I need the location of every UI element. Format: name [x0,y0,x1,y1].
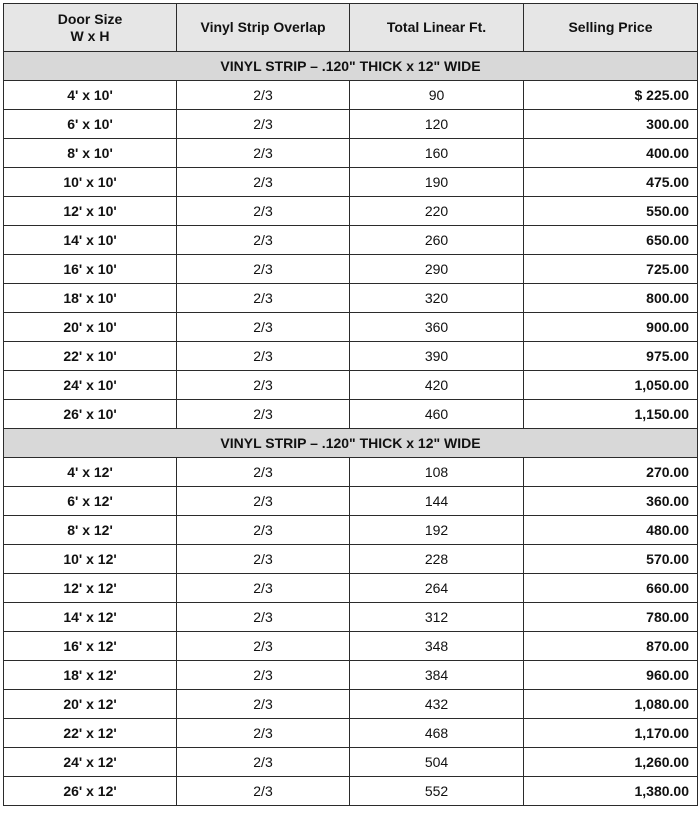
linear-ft-cell: 504 [350,748,524,777]
overlap-cell: 2/3 [177,632,350,661]
door-size-cell: 16' x 12' [4,632,177,661]
door-size-cell: 10' x 12' [4,545,177,574]
overlap-cell: 2/3 [177,516,350,545]
selling-price-cell: 650.00 [524,226,698,255]
table-row [4,603,698,632]
linear-ft-cell: 360 [350,313,524,342]
selling-price-cell: 660.00 [524,574,698,603]
table-row [4,226,698,255]
linear-ft-cell: 144 [350,487,524,516]
section-header-row [4,52,698,81]
door-size-cell: 16' x 10' [4,255,177,284]
door-size-cell: 26' x 12' [4,777,177,806]
overlap-cell: 2/3 [177,748,350,777]
door-size-cell: 18' x 12' [4,661,177,690]
overlap-cell: 2/3 [177,255,350,284]
selling-price-cell: 725.00 [524,255,698,284]
header-door-size-line2: W x H [70,27,110,44]
overlap-cell: 2/3 [177,139,350,168]
overlap-cell: 2/3 [177,110,350,139]
door-size-cell: 14' x 10' [4,226,177,255]
linear-ft-cell: 460 [350,400,524,429]
selling-price-cell: 1,380.00 [524,777,698,806]
door-size-cell: 20' x 12' [4,690,177,719]
selling-price-cell: 270.00 [524,458,698,487]
linear-ft-cell: 312 [350,603,524,632]
table-row [4,748,698,777]
selling-price-cell: 570.00 [524,545,698,574]
table-row [4,545,698,574]
table-row [4,487,698,516]
table-row [4,777,698,806]
door-size-cell: 24' x 10' [4,371,177,400]
overlap-cell: 2/3 [177,545,350,574]
overlap-cell: 2/3 [177,197,350,226]
table-row [4,342,698,371]
overlap-cell: 2/3 [177,342,350,371]
overlap-cell: 2/3 [177,487,350,516]
selling-price-cell: 780.00 [524,603,698,632]
linear-ft-cell: 290 [350,255,524,284]
overlap-cell: 2/3 [177,168,350,197]
overlap-cell: 2/3 [177,313,350,342]
overlap-cell: 2/3 [177,603,350,632]
header-door-size-line1: Door Size [57,10,123,27]
linear-ft-cell: 260 [350,226,524,255]
door-size-cell: 22' x 12' [4,719,177,748]
linear-ft-cell: 390 [350,342,524,371]
header-overlap: Vinyl Strip Overlap [177,4,350,52]
overlap-cell: 2/3 [177,284,350,313]
table-header [4,4,698,52]
header-selling-price: Selling Price [524,4,698,52]
section-header-row [4,429,698,458]
selling-price-cell: 300.00 [524,110,698,139]
overlap-cell: 2/3 [177,371,350,400]
section-title: VINYL STRIP – .120" THICK x 12" WIDE [4,429,698,458]
selling-price-cell: 360.00 [524,487,698,516]
door-size-cell: 12' x 10' [4,197,177,226]
selling-price-cell: 480.00 [524,516,698,545]
overlap-cell: 2/3 [177,226,350,255]
table-row [4,400,698,429]
door-size-cell: 10' x 10' [4,168,177,197]
linear-ft-cell: 264 [350,574,524,603]
selling-price-cell: 1,050.00 [524,371,698,400]
overlap-cell: 2/3 [177,458,350,487]
door-size-cell: 24' x 12' [4,748,177,777]
overlap-cell: 2/3 [177,661,350,690]
header-linear-ft: Total Linear Ft. [350,4,524,52]
selling-price-cell: 975.00 [524,342,698,371]
linear-ft-cell: 90 [350,81,524,110]
table-row [4,371,698,400]
header-row [4,4,698,52]
table-row [4,661,698,690]
table-row [4,81,698,110]
linear-ft-cell: 420 [350,371,524,400]
linear-ft-cell: 468 [350,719,524,748]
selling-price-cell: 1,260.00 [524,748,698,777]
overlap-cell: 2/3 [177,81,350,110]
linear-ft-cell: 120 [350,110,524,139]
door-size-cell: 12' x 12' [4,574,177,603]
door-size-cell: 20' x 10' [4,313,177,342]
table-row [4,313,698,342]
selling-price-cell: 960.00 [524,661,698,690]
section-title: VINYL STRIP – .120" THICK x 12" WIDE [4,52,698,81]
selling-price-cell: 870.00 [524,632,698,661]
linear-ft-cell: 432 [350,690,524,719]
selling-price-cell: 1,080.00 [524,690,698,719]
linear-ft-cell: 228 [350,545,524,574]
linear-ft-cell: 384 [350,661,524,690]
price-table [3,3,698,806]
linear-ft-cell: 108 [350,458,524,487]
selling-price-cell: 1,170.00 [524,719,698,748]
door-size-cell: 26' x 10' [4,400,177,429]
door-size-cell: 6' x 10' [4,110,177,139]
overlap-cell: 2/3 [177,574,350,603]
table-row [4,574,698,603]
linear-ft-cell: 552 [350,777,524,806]
door-size-cell: 4' x 10' [4,81,177,110]
door-size-cell: 22' x 10' [4,342,177,371]
table-row [4,719,698,748]
linear-ft-cell: 320 [350,284,524,313]
door-size-cell: 4' x 12' [4,458,177,487]
door-size-cell: 8' x 12' [4,516,177,545]
door-size-cell: 6' x 12' [4,487,177,516]
linear-ft-cell: 190 [350,168,524,197]
selling-price-cell: 475.00 [524,168,698,197]
overlap-cell: 2/3 [177,719,350,748]
table-row [4,168,698,197]
header-door-size [4,4,177,52]
door-size-cell: 8' x 10' [4,139,177,168]
linear-ft-cell: 192 [350,516,524,545]
overlap-cell: 2/3 [177,690,350,719]
selling-price-cell: 550.00 [524,197,698,226]
linear-ft-cell: 220 [350,197,524,226]
table-row [4,110,698,139]
overlap-cell: 2/3 [177,777,350,806]
table-row [4,197,698,226]
selling-price-cell: 800.00 [524,284,698,313]
door-size-cell: 14' x 12' [4,603,177,632]
table-row [4,632,698,661]
table-row [4,516,698,545]
selling-price-cell: 400.00 [524,139,698,168]
table-body [4,52,698,806]
selling-price-cell: $ 225.00 [524,81,698,110]
selling-price-cell: 900.00 [524,313,698,342]
door-size-cell: 18' x 10' [4,284,177,313]
selling-price-cell: 1,150.00 [524,400,698,429]
table-row [4,458,698,487]
overlap-cell: 2/3 [177,400,350,429]
table-row [4,255,698,284]
table-row [4,690,698,719]
linear-ft-cell: 348 [350,632,524,661]
table-row [4,284,698,313]
linear-ft-cell: 160 [350,139,524,168]
table-row [4,139,698,168]
